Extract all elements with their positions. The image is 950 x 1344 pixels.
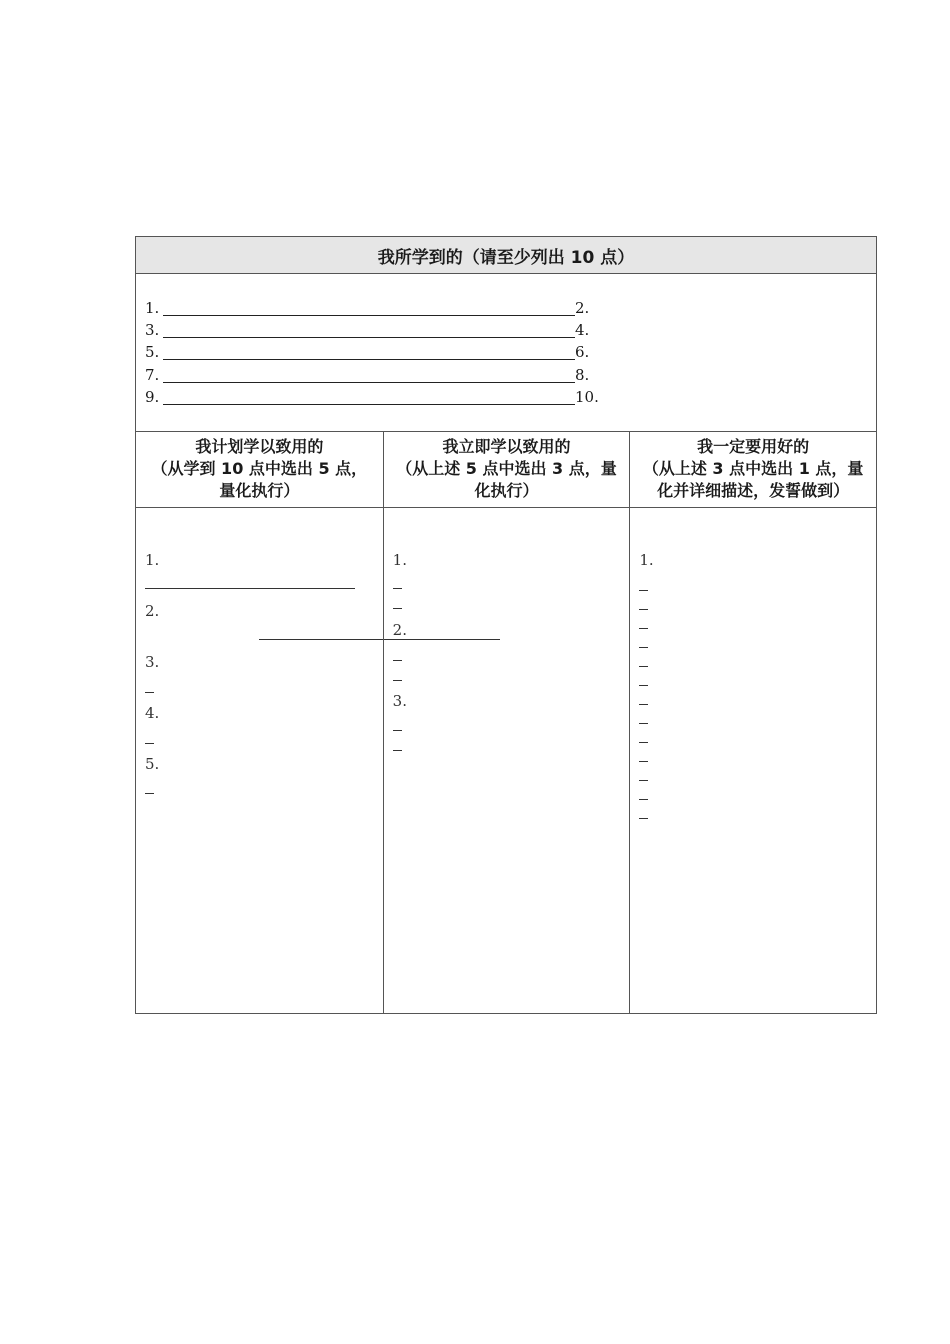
write-in-line[interactable] <box>639 723 648 724</box>
column-headers <box>136 432 876 508</box>
write-in-line[interactable] <box>145 588 355 589</box>
write-in-line[interactable] <box>639 780 648 781</box>
item-number: 2. <box>575 299 590 317</box>
write-in-line[interactable] <box>639 647 648 648</box>
item-number: 2. <box>392 621 407 639</box>
item-number: 4. <box>575 321 590 339</box>
write-in-line[interactable] <box>639 742 648 743</box>
write-in-blank[interactable] <box>163 382 575 383</box>
answer-area <box>136 508 876 1013</box>
answer-cell-commit[interactable] <box>629 508 876 1013</box>
item-number: 5. <box>145 755 160 773</box>
item-number: 8. <box>575 366 590 384</box>
write-in-line[interactable] <box>259 639 383 640</box>
write-in-line[interactable] <box>145 743 154 744</box>
item-number: 3. <box>145 653 160 671</box>
item-number: 10. <box>575 388 599 406</box>
write-in-line[interactable] <box>639 609 648 610</box>
write-in-line[interactable] <box>393 588 402 589</box>
learning-plan-table <box>135 236 877 1014</box>
write-in-line[interactable] <box>639 799 648 800</box>
write-in-line[interactable] <box>393 750 402 751</box>
write-in-line[interactable] <box>393 608 402 609</box>
learned-list <box>136 274 876 432</box>
write-in-line[interactable] <box>639 590 648 591</box>
write-in-blank[interactable] <box>163 404 575 405</box>
write-in-line[interactable] <box>384 639 500 640</box>
item-number: 4. <box>145 704 160 722</box>
write-in-line[interactable] <box>639 818 648 819</box>
column-header-immediate: 我立即学以致用的 （从上述 5 点中选出 3 点，量 化执行） <box>383 432 630 507</box>
item-number: 1. <box>145 299 160 317</box>
write-in-line[interactable] <box>393 680 402 681</box>
item-number: 7. <box>145 366 160 384</box>
write-in-line[interactable] <box>639 761 648 762</box>
write-in-line[interactable] <box>639 666 648 667</box>
item-number: 1. <box>145 551 160 569</box>
item-number: 3. <box>145 321 160 339</box>
item-number: 1. <box>392 551 407 569</box>
item-number: 5. <box>145 343 160 361</box>
write-in-line[interactable] <box>639 628 648 629</box>
item-number: 2. <box>145 602 160 620</box>
table-title: 我所学到的（请至少列出 10 点） <box>136 237 876 274</box>
write-in-line[interactable] <box>639 685 648 686</box>
write-in-blank[interactable] <box>163 337 575 338</box>
item-number: 1. <box>639 551 654 569</box>
write-in-blank[interactable] <box>163 359 575 360</box>
column-header-commit: 我一定要用好的 （从上述 3 点中选出 1 点，量 化并详细描述，发誓做到） <box>629 432 876 507</box>
write-in-line[interactable] <box>639 704 648 705</box>
write-in-line[interactable] <box>145 692 154 693</box>
write-in-blank[interactable] <box>163 315 575 316</box>
column-header-plan: 我计划学以致用的 （从学到 10 点中选出 5 点， 量化执行） <box>151 437 368 500</box>
write-in-line[interactable] <box>393 730 402 731</box>
answer-cell-plan[interactable] <box>136 508 383 1013</box>
item-number: 3. <box>392 692 407 710</box>
write-in-line[interactable] <box>393 660 402 661</box>
answer-cell-immediate[interactable] <box>383 508 630 1013</box>
item-number: 6. <box>575 343 590 361</box>
item-number: 9. <box>145 388 160 406</box>
write-in-line[interactable] <box>145 793 154 794</box>
